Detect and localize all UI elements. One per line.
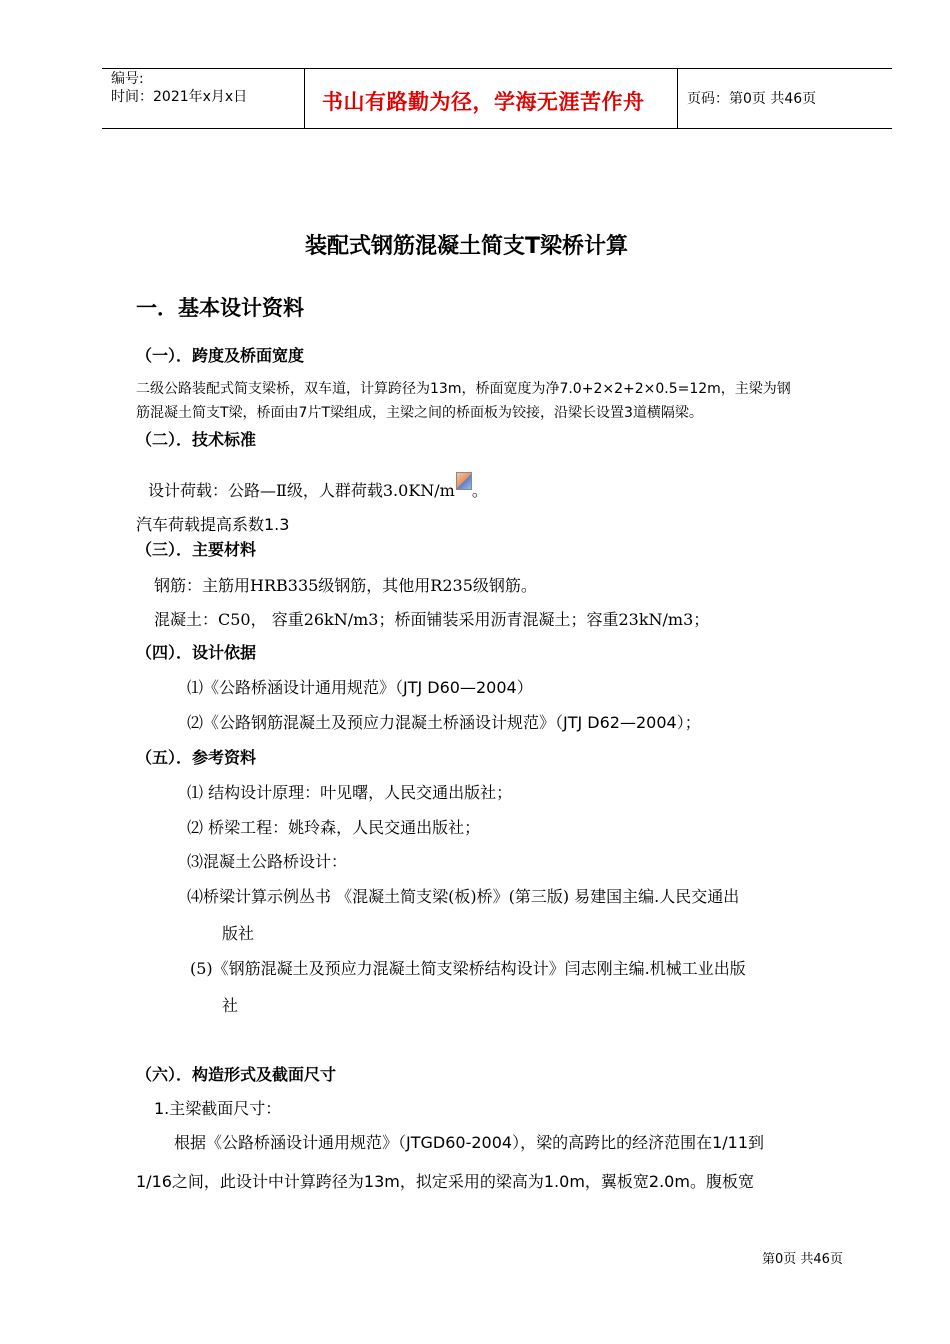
document-title: 装配式钢筋混凝土简支T梁桥计算 <box>305 234 629 259</box>
reference-item: ⑴《公路桥涵设计通用规范》（JTJ D60—2004） <box>187 678 533 697</box>
paragraph-line: 混凝土：C50， 容重26kN/m3；桥面铺装采用沥青混凝土；容重23kN/m3； <box>154 610 710 629</box>
subsection-heading: （三）．主要材料 <box>136 540 257 559</box>
design-load-end: 。 <box>471 481 488 500</box>
paragraph-line: 1.主梁截面尺寸： <box>154 1099 282 1118</box>
paragraph-line: 二级公路装配式简支梁桥，双车道，计算跨径为13m，桥面宽度为净7.0+2×2+2×0.5=12m，主梁为钢 <box>136 381 791 397</box>
paragraph-line <box>148 478 488 501</box>
reference-item: ⑵《公路钢筋混凝土及预应力混凝土桥涵设计规范》（JTJ D62—2004）； <box>187 713 701 732</box>
reference-item: ⑷桥梁计算示例丛书 《混凝土简支梁(板)桥》(第三版) 易建国主编.人民交通出 <box>187 887 740 906</box>
header-time-label: 时间：2021年x月x日 <box>111 89 248 105</box>
header-divider-right <box>677 68 678 129</box>
paragraph-line: 汽车荷载提高系数1.3 <box>136 515 290 534</box>
header-motto: 书山有路勤为径，学海无涯苦作舟 <box>322 90 645 114</box>
paragraph-line: 筋混凝土简支T梁，桥面由7片T梁组成，主梁之间的桥面板为铰接，沿梁长设置3道横隔梁。 <box>136 405 703 421</box>
reference-item: (5)《钢筋混凝土及预应力混凝土简支梁桥结构设计》闫志刚主编.机械工业出版 <box>190 959 746 978</box>
header-page-label: 页码：第0页 共46页 <box>687 91 817 107</box>
section-heading: 一．基本设计资料 <box>136 296 304 320</box>
reference-item-continued: 版社 <box>222 924 255 943</box>
page-footer: 第0页 共46页 <box>762 1252 843 1267</box>
reference-item-continued: 社 <box>222 996 239 1015</box>
embedded-image-icon <box>456 472 472 490</box>
subsection-heading: （一）．跨度及桥面宽度 <box>136 346 305 365</box>
header-bottom-rule <box>102 128 892 129</box>
header-top-rule <box>102 68 892 69</box>
reference-item: ⑵ 桥梁工程：姚玲森，人民交通出版社； <box>187 818 481 837</box>
reference-item: ⑶混凝土公路桥设计： <box>187 852 348 871</box>
reference-item: ⑴ 结构设计原理：叶见曙，人民交通出版社； <box>187 783 513 802</box>
paragraph-line: 根据《公路桥涵设计通用规范》（JTGD60-2004），梁的高跨比的经济范围在1/11到 <box>174 1133 764 1152</box>
subsection-heading: （五）．参考资料 <box>136 748 257 767</box>
subsection-heading: （四）．设计依据 <box>136 643 257 662</box>
paragraph-line: 1/16之间，此设计中计算跨径为13m，拟定采用的梁高为1.0m，翼板宽2.0m。腹板宽 <box>136 1172 754 1191</box>
header-number-label: 编号: <box>111 71 144 87</box>
paragraph-line: 钢筋：主筋用HRB335级钢筋，其他用R235级钢筋。 <box>154 576 537 595</box>
design-load-text: 设计荷载：公路—Ⅱ级，人群荷载3.0KN/m <box>148 481 455 500</box>
subsection-heading: （二）．技术标准 <box>136 430 257 449</box>
header-divider-left <box>304 68 305 129</box>
subsection-heading: （六）．构造形式及截面尺寸 <box>136 1065 337 1084</box>
